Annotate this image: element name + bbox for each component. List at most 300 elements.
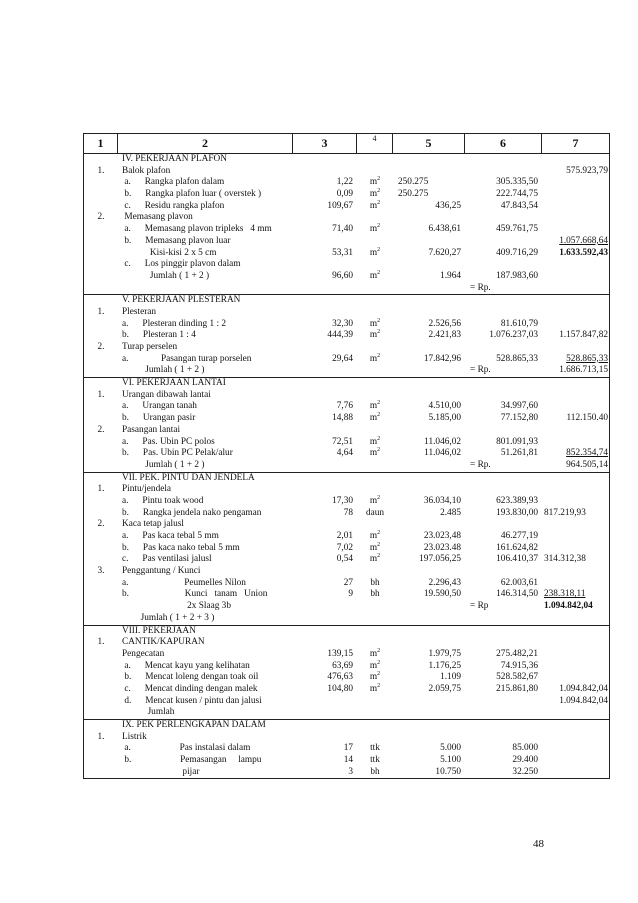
- item-subtotal: 575.923,79: [566, 165, 608, 176]
- item-volume: 2,01: [336, 531, 353, 541]
- item-volume: [293, 390, 357, 402]
- item-subtotal: [542, 390, 610, 402]
- item-subtotal: [542, 473, 610, 485]
- item-subtotal: [542, 767, 610, 779]
- item-subtotal: 314.312,38: [544, 554, 586, 565]
- section-cell: [84, 378, 610, 473]
- table-row: [84, 637, 609, 649]
- section-cell: [84, 625, 610, 720]
- item-unit-price: 19.590,50: [423, 589, 461, 600]
- item-description: Jumlah ( 1 + 2 ): [122, 459, 205, 470]
- item-volume: [293, 613, 357, 625]
- item-volume: [293, 601, 357, 613]
- item-description: Jumlah ( 1 + 2 ): [122, 270, 210, 281]
- item-unit: $m^2$: [369, 223, 381, 235]
- item-number: [84, 448, 118, 460]
- item-volume: [293, 342, 357, 354]
- item-total: [465, 707, 542, 719]
- item-unit-price: [393, 460, 465, 472]
- item-volume: [293, 425, 357, 437]
- item-subtotal: [542, 295, 610, 307]
- table-row: [84, 425, 609, 437]
- item-unit: $m^2$: [369, 435, 381, 447]
- header-col-7: 7: [542, 134, 610, 154]
- item-volume: [293, 626, 357, 638]
- item-unit-price: 4.510,00: [428, 401, 461, 412]
- item-number: [84, 649, 118, 661]
- item-description: a. Urangan tanah: [122, 401, 197, 412]
- item-subtotal: 1.633.592,43: [559, 247, 608, 258]
- item-unit-price: 2.485: [440, 507, 461, 518]
- item-total: 62.003,61: [500, 577, 538, 588]
- item-description: Kisi-kisi 2 x 5 cm: [122, 247, 217, 258]
- table-row: [84, 543, 609, 555]
- item-total: [465, 307, 542, 319]
- item-unit: [357, 307, 393, 319]
- item-unit: [357, 484, 393, 496]
- item-subtotal: [542, 307, 610, 319]
- item-description: b. Mencat loleng dengan toak oil: [122, 672, 259, 683]
- table-row: [84, 236, 609, 248]
- item-description: c. Pas ventilasi jalusl: [122, 554, 212, 565]
- item-unit-price: [393, 519, 465, 531]
- item-subtotal: [542, 613, 610, 625]
- item-unit-price: [393, 236, 465, 248]
- item-description: b. Urangan pasir: [122, 413, 196, 424]
- item-subtotal: 1.686.713,15: [559, 365, 608, 376]
- item-volume: [293, 365, 357, 377]
- item-volume: 96,60: [332, 270, 353, 281]
- item-unit-price: [393, 283, 465, 295]
- table-row: [84, 732, 609, 744]
- table-row: [84, 189, 609, 201]
- item-volume: 9: [348, 589, 353, 600]
- item-description: Listrik: [122, 731, 147, 742]
- item-description: 2x Slaag 3b: [122, 601, 231, 612]
- item-total: 222.744,75: [496, 189, 538, 200]
- item-total: [465, 473, 542, 485]
- item-unit: $m^2$: [369, 412, 381, 424]
- item-number: [84, 413, 118, 425]
- item-description: Penggantung / Kunci: [122, 566, 201, 577]
- item-total: [465, 425, 542, 437]
- item-unit-price: [393, 613, 465, 625]
- section-row: [84, 154, 610, 295]
- item-volume: [293, 460, 357, 472]
- item-unit-price: [393, 259, 465, 271]
- item-description: Pengecatan: [122, 648, 165, 659]
- item-description: VII. PEK. PINTU DAN JENDELA: [122, 472, 255, 483]
- item-subtotal: 1.094.842,04: [559, 695, 608, 706]
- item-total: [465, 566, 542, 578]
- item-description: IV. PEKERJAAN PLAFON: [122, 154, 227, 164]
- item-subtotal: [542, 283, 610, 295]
- item-unit-price: 7.620,27: [428, 247, 461, 258]
- item-description: d. Mencat kusen / pintu dan jalusi: [122, 695, 262, 706]
- item-description: pijar: [122, 766, 200, 777]
- item-total: [465, 484, 542, 496]
- cost-estimate-table: [83, 133, 610, 779]
- item-total: 34.997,60: [500, 401, 538, 412]
- table-row: [84, 342, 609, 354]
- item-description: Jumlah ( 1 + 2 ): [122, 365, 205, 376]
- table-row: [84, 696, 609, 708]
- item-subtotal: [542, 543, 610, 555]
- item-description: Jumlah ( 1 + 2 + 3 ): [122, 612, 215, 623]
- table-row: [84, 166, 609, 178]
- item-unit: $m^2$: [369, 671, 381, 683]
- item-unit-price: [393, 365, 465, 377]
- section-cell: [84, 154, 610, 295]
- item-total: [465, 626, 542, 638]
- item-total: = Rp.: [470, 282, 491, 293]
- item-subtotal: [542, 637, 610, 649]
- item-description: c. Los pinggir plavon dalam: [122, 259, 241, 270]
- item-number: 1.: [97, 484, 105, 495]
- item-subtotal: 528.865,33: [566, 353, 608, 364]
- item-number: [84, 189, 118, 201]
- item-total: 47.843,54: [500, 200, 538, 211]
- item-volume: 139,15: [327, 648, 353, 659]
- item-number: [84, 365, 118, 377]
- table-row: [84, 295, 609, 307]
- cost-table-sheet: [83, 133, 609, 777]
- table-row: [84, 448, 609, 460]
- item-unit-price: 17.842,96: [423, 353, 461, 364]
- table-row: [84, 566, 609, 578]
- item-total: 801.091,93: [496, 436, 538, 447]
- item-description: a. Mencat kayu yang kelihatan: [122, 660, 250, 671]
- item-unit: [357, 342, 393, 354]
- item-subtotal: [542, 566, 610, 578]
- item-subtotal: [542, 661, 610, 673]
- table-row: [84, 531, 609, 543]
- item-description: a. Rangka plafon dalam: [122, 177, 225, 188]
- item-subtotal: [542, 437, 610, 449]
- page-number: 48: [533, 838, 544, 850]
- item-total: 215.861,80: [496, 683, 538, 694]
- section-row: [84, 472, 610, 625]
- item-unit: bh: [370, 577, 380, 588]
- item-volume: 63,69: [332, 660, 353, 671]
- item-unit-price: 1.964: [440, 270, 461, 281]
- item-unit: [357, 295, 393, 307]
- item-total: [465, 390, 542, 402]
- table-row: [84, 365, 609, 377]
- item-unit-price: [393, 212, 465, 224]
- item-unit-price: 5.000: [440, 743, 461, 754]
- item-volume: [293, 154, 357, 166]
- item-number: 1.: [97, 637, 105, 648]
- item-description: b. Plesteran 1 : 4: [122, 330, 196, 341]
- item-volume: [293, 259, 357, 271]
- item-volume: [293, 378, 357, 390]
- item-unit-price: [393, 484, 465, 496]
- table-row: [84, 720, 609, 732]
- table-body: [84, 154, 610, 779]
- item-unit-price: [393, 295, 465, 307]
- item-number: 1.: [97, 731, 105, 742]
- item-unit: [357, 236, 393, 248]
- header-col-4: 4: [357, 134, 393, 154]
- item-unit-price: 23.023,48: [423, 531, 461, 541]
- item-unit: [357, 637, 393, 649]
- table-row: [84, 684, 609, 696]
- item-subtotal: 112.150.40: [566, 413, 608, 424]
- item-volume: [293, 720, 357, 732]
- item-subtotal: [542, 578, 610, 590]
- item-total: 528.865,33: [496, 353, 538, 364]
- table-row: [84, 437, 609, 449]
- item-unit-price: [393, 473, 465, 485]
- item-unit-price: 250.275: [398, 177, 429, 188]
- item-number: [84, 236, 118, 248]
- item-description: VI. PEKERJAAN LANTAI: [122, 378, 226, 389]
- item-volume: 1,22: [336, 177, 353, 188]
- section-cell: [84, 295, 610, 378]
- item-unit: [357, 720, 393, 732]
- item-total: 29.400: [512, 755, 538, 766]
- item-description: a. Peumelles Nilon: [122, 577, 246, 588]
- table-row: [84, 649, 609, 661]
- item-subtotal: [542, 484, 610, 496]
- item-unit-price: [393, 720, 465, 732]
- item-unit: $m^2$: [369, 176, 381, 188]
- item-subtotal: 964.505,14: [566, 459, 608, 470]
- section-row: [84, 720, 610, 779]
- item-total: [465, 732, 542, 744]
- item-total: 77.152,80: [500, 413, 538, 424]
- item-description: b. Memasang plavon luar: [122, 235, 231, 246]
- item-total: 146.314,50: [496, 589, 538, 600]
- header-col-1: 1: [84, 134, 118, 154]
- item-description: a. Plesteran dinding 1 : 2: [122, 318, 227, 329]
- item-unit-price: 5.100: [440, 755, 461, 766]
- item-volume: 14,88: [332, 413, 353, 424]
- item-number: [84, 401, 118, 413]
- item-total: 46.277,19: [500, 531, 538, 541]
- item-description: a. Memasang plavon tripleks 4 mm: [122, 224, 272, 235]
- item-unit: $m^2$: [369, 187, 381, 200]
- item-total: [465, 637, 542, 649]
- table-row: [84, 201, 609, 213]
- item-unit: $m^2$: [369, 317, 381, 329]
- section-cell: [84, 720, 610, 779]
- table-row: [84, 248, 609, 260]
- item-volume: 476,63: [327, 672, 353, 683]
- item-total: [465, 696, 542, 708]
- item-total: 85.000: [512, 743, 538, 754]
- table-row: [84, 578, 609, 590]
- item-number: [84, 767, 118, 779]
- item-description: Plesteran: [122, 306, 157, 317]
- item-total: 275.482,21: [496, 648, 538, 659]
- item-unit-price: 436,25: [435, 200, 461, 211]
- item-subtotal: 1.094.842,04: [559, 683, 608, 694]
- table-row: [84, 508, 609, 520]
- item-number: [84, 271, 118, 283]
- table-row: [84, 330, 609, 342]
- item-volume: [293, 473, 357, 485]
- item-number: [84, 755, 118, 767]
- item-subtotal: 1.094.842,04: [544, 601, 593, 612]
- item-number: [84, 672, 118, 684]
- item-number: 3.: [97, 566, 105, 577]
- item-number: [84, 201, 118, 213]
- item-unit-price: [393, 307, 465, 319]
- item-total: 1.076.237,03: [489, 330, 538, 341]
- item-volume: 444,39: [327, 330, 353, 341]
- item-unit-price: [393, 342, 465, 354]
- item-subtotal: [542, 707, 610, 719]
- item-unit-price: 5.185,00: [428, 413, 461, 424]
- header-col-6: 6: [465, 134, 542, 154]
- table-row: [84, 626, 609, 638]
- item-subtotal: [542, 259, 610, 271]
- item-subtotal: [542, 319, 610, 331]
- item-total: 193.830,00: [496, 507, 538, 518]
- item-subtotal: [542, 271, 610, 283]
- item-unit: daun: [365, 507, 385, 518]
- item-total: 51.261,81: [500, 448, 538, 459]
- item-unit: [357, 154, 393, 166]
- item-number: [84, 437, 118, 449]
- item-description: Pintu/jendela: [122, 484, 172, 495]
- table-row: [84, 767, 609, 779]
- item-unit: $m^2$: [369, 269, 381, 281]
- item-number: [84, 696, 118, 708]
- item-description: c. Residu rangka plafon: [122, 200, 225, 211]
- table-row: [84, 743, 609, 755]
- item-unit-price: [393, 626, 465, 638]
- item-unit-price: 1.176,25: [428, 660, 461, 671]
- item-number: [84, 578, 118, 590]
- table-row: [84, 177, 609, 189]
- item-unit: [357, 732, 393, 744]
- header-col-2: 2: [118, 134, 293, 154]
- item-volume: [293, 566, 357, 578]
- item-subtotal: 1.057.668,64: [559, 235, 608, 246]
- item-volume: 3: [348, 766, 353, 777]
- item-unit: [357, 365, 393, 377]
- item-total: 623.389,93: [496, 495, 538, 506]
- item-total: [465, 212, 542, 224]
- item-number: [84, 283, 118, 295]
- item-volume: 109,67: [327, 200, 353, 211]
- item-volume: [293, 637, 357, 649]
- item-unit: [357, 460, 393, 472]
- table-row: [84, 354, 609, 366]
- item-subtotal: [542, 401, 610, 413]
- item-unit: $m^2$: [369, 199, 381, 211]
- item-description: Balok plafon: [122, 165, 171, 176]
- table-row: [84, 707, 609, 719]
- item-total: = Rp.: [470, 459, 491, 470]
- item-volume: [293, 212, 357, 224]
- item-volume: 104,80: [327, 683, 353, 694]
- item-unit-price: [393, 166, 465, 178]
- item-number: [84, 319, 118, 331]
- item-volume: 0,09: [336, 189, 353, 200]
- item-unit: $m^2$: [369, 659, 381, 671]
- item-number: [84, 531, 118, 543]
- table-row: [84, 601, 609, 613]
- item-unit: bh: [370, 766, 380, 777]
- item-total: = Rp: [470, 601, 489, 612]
- item-unit-price: [393, 732, 465, 744]
- item-number: 1.: [97, 165, 105, 176]
- item-total: 161.624,82: [496, 542, 538, 553]
- item-number: [84, 601, 118, 613]
- item-number: 2.: [97, 342, 105, 352]
- table-row: [84, 473, 609, 485]
- item-number: [84, 177, 118, 189]
- table-row: [84, 390, 609, 402]
- item-volume: 72,51: [332, 436, 353, 447]
- item-total: [465, 259, 542, 271]
- table-row: [84, 460, 609, 472]
- item-unit: [357, 519, 393, 531]
- item-total: 81.610,79: [500, 318, 538, 329]
- item-subtotal: [542, 649, 610, 661]
- item-subtotal: [542, 496, 610, 508]
- item-unit: $m^2$: [369, 682, 381, 694]
- table-row: [84, 283, 609, 295]
- table-row: [84, 154, 609, 166]
- item-unit-price: 250.275: [398, 189, 429, 200]
- item-total: 459.761,75: [496, 224, 538, 235]
- item-subtotal: [542, 189, 610, 201]
- item-description: Pasangan lantai: [122, 424, 181, 435]
- item-volume: 29,64: [332, 353, 353, 364]
- item-unit-price: 10.750: [435, 766, 461, 777]
- item-volume: 17,30: [332, 495, 353, 506]
- item-number: [84, 684, 118, 696]
- item-number: [84, 248, 118, 260]
- item-unit-price: 6.438,61: [428, 224, 461, 235]
- item-total: [465, 154, 542, 166]
- item-unit-price: [393, 696, 465, 708]
- item-number: 2.: [97, 212, 105, 223]
- item-unit-price: [393, 566, 465, 578]
- item-description: Urangan dibawah lantai: [122, 389, 211, 400]
- item-unit: $m^2$: [369, 329, 381, 341]
- item-unit-price: [393, 390, 465, 402]
- item-description: a. Pas instalasi dalam: [122, 743, 251, 754]
- item-number: 2.: [97, 424, 105, 435]
- item-volume: 4,64: [336, 448, 353, 459]
- item-unit: [357, 473, 393, 485]
- item-unit: [357, 696, 393, 708]
- item-volume: [293, 166, 357, 178]
- item-number: [84, 330, 118, 342]
- table-row: [84, 271, 609, 283]
- item-description: b. Kunci tanam Union: [122, 589, 268, 600]
- table-row: [84, 613, 609, 625]
- item-total: [465, 519, 542, 531]
- item-number: [84, 707, 118, 719]
- item-unit-price: [393, 425, 465, 437]
- item-unit: $m^2$: [369, 352, 381, 364]
- item-unit: [357, 601, 393, 613]
- item-total: 409.716,29: [496, 247, 538, 258]
- item-subtotal: 1.157.847,82: [559, 330, 608, 341]
- item-unit: [357, 390, 393, 402]
- item-volume: 7,02: [336, 542, 353, 553]
- item-total: 32.250: [512, 766, 538, 777]
- item-description: IX. PEK PERLENGKAPAN DALAM: [122, 720, 266, 730]
- item-unit-price: 2.059,75: [428, 683, 461, 694]
